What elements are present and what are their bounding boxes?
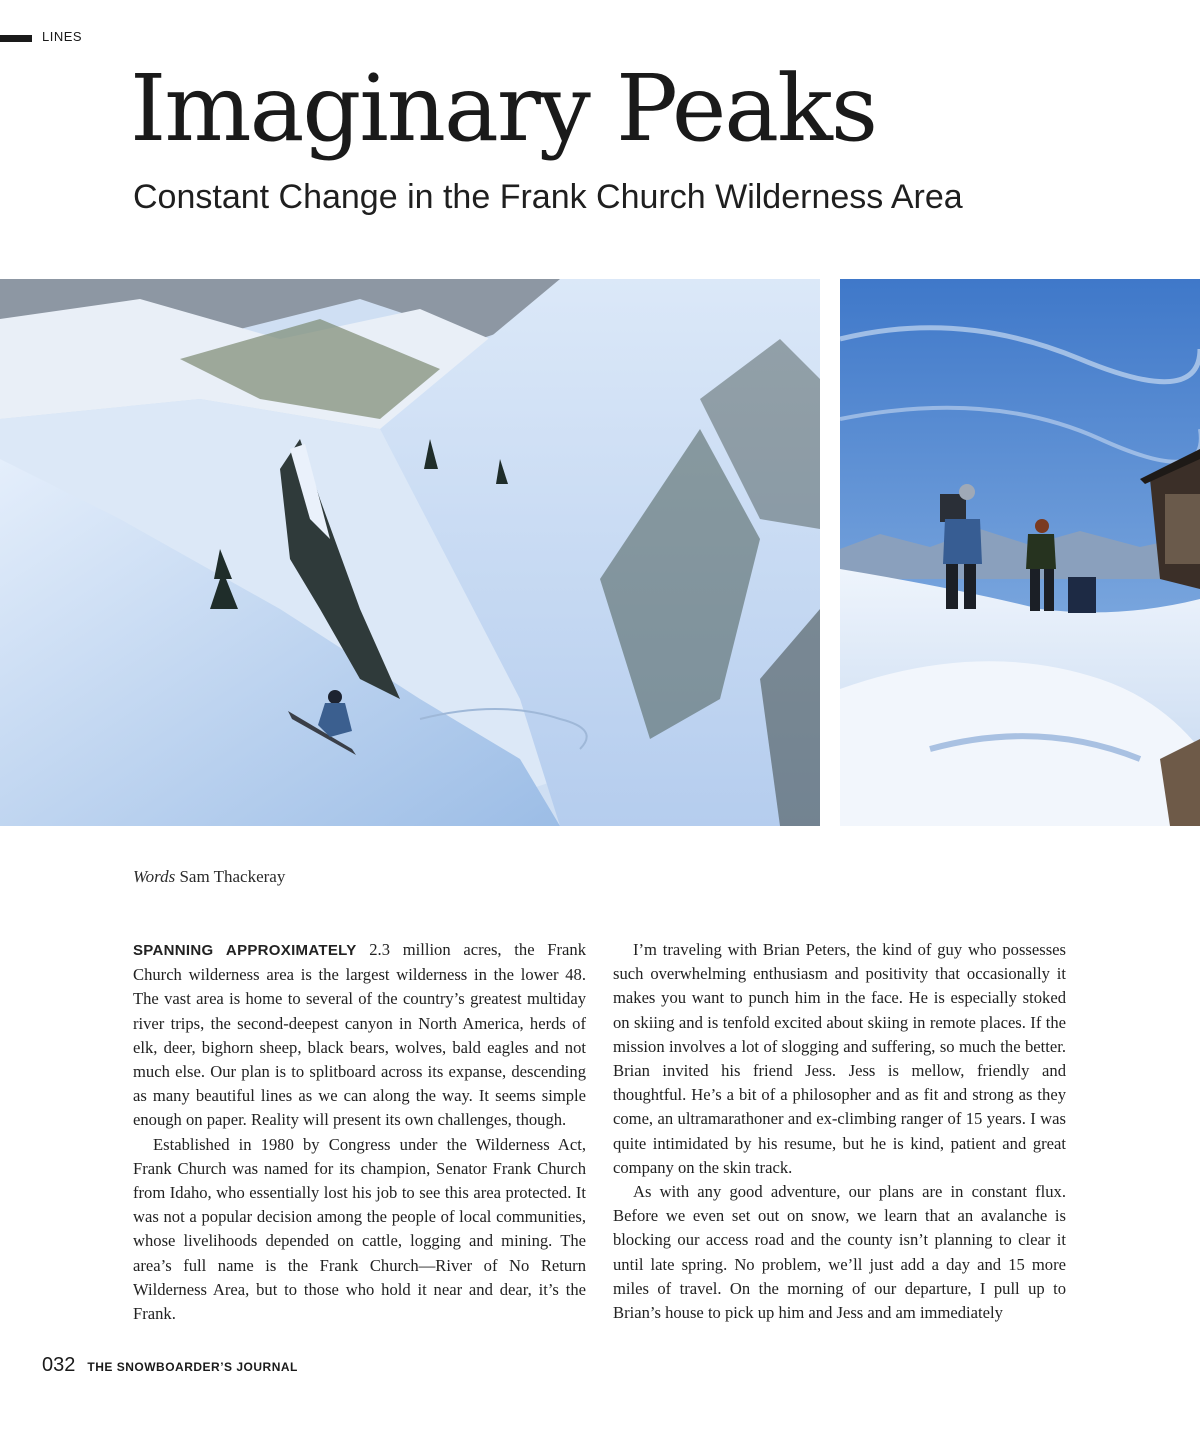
snowboarder-couloir-photo <box>0 279 820 826</box>
section-marker-bar <box>0 35 32 42</box>
paragraph-text: 2.3 million acres, the Frank Church wilderness area is the largest wilderness in the lower 48. The vast area is home to several of the country’s greatest multiday river trips, the second-deepest canyon in North America, herds of elk, deer, bighorn sheep, black bears, wolves, bald eagles and not much else. Our plan is to splitboard across its expanse, descending as many beautiful lines as we can along the way. It seems simple enough on paper. Reality will present its own challenges, though. <box>133 940 586 1130</box>
magazine-name: THE SNOWBOARDER’S JOURNAL <box>87 1360 298 1374</box>
byline-label: Words <box>133 867 176 886</box>
paragraph: I’m traveling with Brian Peters, the kind of guy who possesses such overwhelming enthusiasm and positivity that occasionally it makes you want to punch him in the face. He is especially stoked on skiing and is tenfold excited about skiing in remote places. If the mission involves a lot of slogging and suffering, so much the better. Brian invited his friend Jess. Jess is mellow, friendly and thoughtful. He’s a bit of a philosopher and as fit and strong as they come, an ultramarathoner and ex-climbing ranger of 15 years. I was quite intimidated by his resume, but he is kind, patient and great company on the skin track. <box>613 940 1066 1177</box>
article-title: Imaginary Peaks <box>130 55 877 162</box>
lead-in: SPANNING APPROXIMATELY <box>133 942 357 959</box>
page-footer <box>42 1354 298 1377</box>
page-number: 032 <box>42 1354 76 1376</box>
section-label: LINES <box>42 29 83 44</box>
article-column-right <box>613 938 1066 1325</box>
article-subtitle: Constant Change in the Frank Church Wilderness Area <box>133 178 963 216</box>
byline-author: Sam Thackeray <box>179 867 286 886</box>
article-column-left <box>133 938 586 1326</box>
hikers-lookout-photo <box>840 279 1200 826</box>
paragraph: As with any good adventure, our plans are in constant flux. Before we even set out on snow, we learn that an avalanche is blocking our access road and the county isn’t planning to clear it until late spring. No problem, we’ll just add a day and 15 more miles of travel. On the morning of our departure, I pull up to Brian’s house to pick up him and Jess and am immediately <box>613 1182 1066 1323</box>
paragraph <box>133 938 586 1133</box>
paragraph: Established in 1980 by Congress under the Wilderness Act, Frank Church was named for its champion, Senator Frank Church from Idaho, who essentially lost his job to see this area protected. It was not a popular decision among the people of local communities, whose livelihoods depended on cattle, logging and mining. The area’s full name is the Frank Church—River of No Return Wilderness Area, but to those who hold it near and dear, it’s the Frank. <box>133 1134 586 1324</box>
byline <box>133 867 285 887</box>
